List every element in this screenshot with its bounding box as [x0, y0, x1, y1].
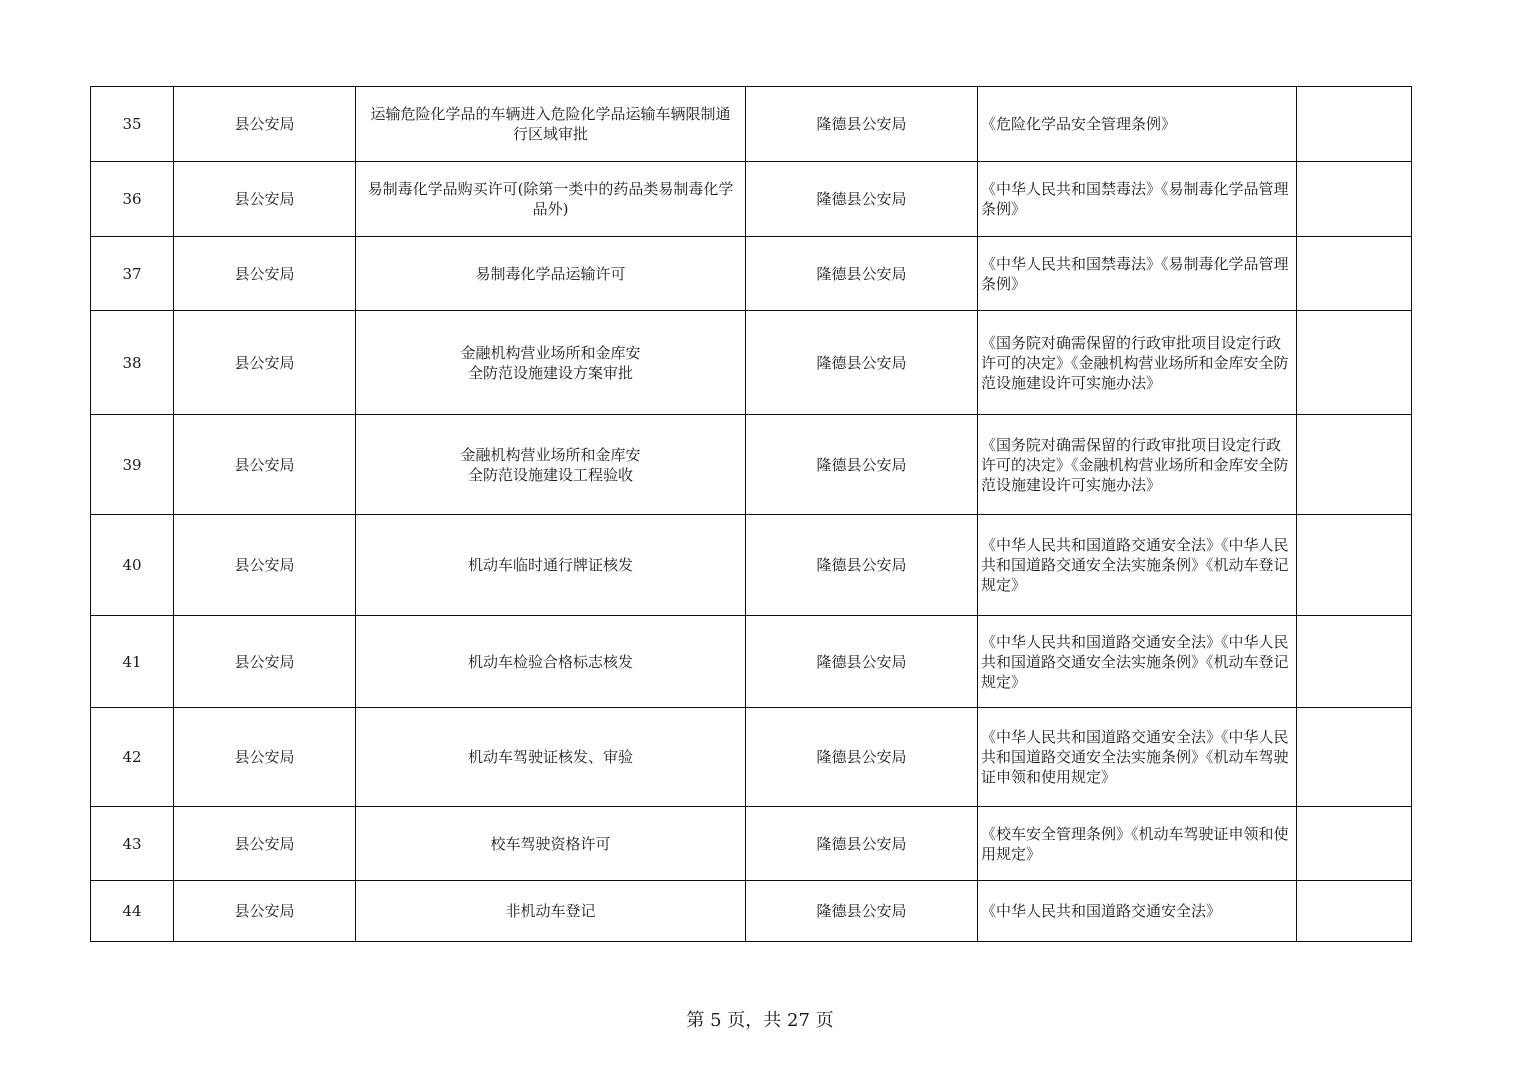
department-cell: 县公安局: [174, 311, 356, 415]
implementing-org-cell: 隆德县公安局: [746, 162, 978, 237]
table-row: [91, 807, 1412, 881]
item-name-cell: 机动车临时通行牌证核发: [356, 515, 746, 616]
table-row: [91, 87, 1412, 162]
implementing-org-cell: 隆德县公安局: [746, 237, 978, 311]
row-number: 35: [91, 87, 174, 162]
table-row: [91, 616, 1412, 708]
table-row: [91, 311, 1412, 415]
page-number: 第 5 页，共 27 页: [686, 1010, 834, 1031]
item-name-cell: 易制毒化学品购买许可(除第一类中的药品类易制毒化学 品外): [356, 162, 746, 237]
department-cell: 县公安局: [174, 162, 356, 237]
table-row: [91, 237, 1412, 311]
department-cell: 县公安局: [174, 237, 356, 311]
department-cell: 县公安局: [174, 708, 356, 807]
row-number: 42: [91, 708, 174, 807]
item-name-cell: 易制毒化学品运输许可: [356, 237, 746, 311]
item-name-cell: 机动车驾驶证核发、审验: [356, 708, 746, 807]
item-name-cell: 校车驾驶资格许可: [356, 807, 746, 881]
remarks-cell: [1297, 881, 1412, 942]
implementing-org-cell: 隆德县公安局: [746, 616, 978, 708]
row-number: 44: [91, 881, 174, 942]
permit-table: [90, 86, 1412, 942]
table-row: [91, 881, 1412, 942]
remarks-cell: [1297, 807, 1412, 881]
item-name-cell: 非机动车登记: [356, 881, 746, 942]
table-row: [91, 415, 1412, 515]
legal-basis-cell: 《中华人民共和国道路交通安全法》《中华人民共和国道路交通安全法实施条例》《机动车登记规定》: [978, 515, 1297, 616]
legal-basis-cell: 《中华人民共和国道路交通安全法》: [978, 881, 1297, 942]
department-cell: 县公安局: [174, 881, 356, 942]
item-name-cell: 运输危险化学品的车辆进入危险化学品运输车辆限制通 行区域审批: [356, 87, 746, 162]
department-cell: 县公安局: [174, 616, 356, 708]
legal-basis-cell: 《校车安全管理条例》《机动车驾驶证申领和使用规定》: [978, 807, 1297, 881]
legal-basis-cell: 《国务院对确需保留的行政审批项目设定行政许可的决定》《金融机构营业场所和金库安全防范设施建设许可实施办法》: [978, 311, 1297, 415]
row-number: 38: [91, 311, 174, 415]
row-number: 41: [91, 616, 174, 708]
row-number: 43: [91, 807, 174, 881]
legal-basis-cell: 《中华人民共和国禁毒法》《易制毒化学品管理条例》: [978, 162, 1297, 237]
item-name-cell: 机动车检验合格标志核发: [356, 616, 746, 708]
implementing-org-cell: 隆德县公安局: [746, 311, 978, 415]
remarks-cell: [1297, 237, 1412, 311]
remarks-cell: [1297, 415, 1412, 515]
remarks-cell: [1297, 708, 1412, 807]
row-number: 37: [91, 237, 174, 311]
implementing-org-cell: 隆德县公安局: [746, 415, 978, 515]
legal-basis-cell: 《中华人民共和国禁毒法》《易制毒化学品管理条例》: [978, 237, 1297, 311]
implementing-org-cell: 隆德县公安局: [746, 807, 978, 881]
row-number: 39: [91, 415, 174, 515]
row-number: 40: [91, 515, 174, 616]
row-number: 36: [91, 162, 174, 237]
table-row: [91, 162, 1412, 237]
implementing-org-cell: 隆德县公安局: [746, 881, 978, 942]
legal-basis-cell: 《中华人民共和国道路交通安全法》《中华人民共和国道路交通安全法实施条例》《机动车登记规定》: [978, 616, 1297, 708]
table-row: [91, 515, 1412, 616]
implementing-org-cell: 隆德县公安局: [746, 87, 978, 162]
item-name-cell: 金融机构营业场所和金库安 全防范设施建设工程验收: [356, 415, 746, 515]
department-cell: 县公安局: [174, 807, 356, 881]
legal-basis-cell: 《危险化学品安全管理条例》: [978, 87, 1297, 162]
remarks-cell: [1297, 515, 1412, 616]
item-name-cell: 金融机构营业场所和金库安 全防范设施建设方案审批: [356, 311, 746, 415]
implementing-org-cell: 隆德县公安局: [746, 708, 978, 807]
remarks-cell: [1297, 87, 1412, 162]
legal-basis-cell: 《中华人民共和国道路交通安全法》《中华人民共和国道路交通安全法实施条例》《机动车驾驶证申领和使用规定》: [978, 708, 1297, 807]
department-cell: 县公安局: [174, 415, 356, 515]
remarks-cell: [1297, 616, 1412, 708]
table-row: [91, 708, 1412, 807]
department-cell: 县公安局: [174, 87, 356, 162]
remarks-cell: [1297, 162, 1412, 237]
remarks-cell: [1297, 311, 1412, 415]
department-cell: 县公安局: [174, 515, 356, 616]
implementing-org-cell: 隆德县公安局: [746, 515, 978, 616]
legal-basis-cell: 《国务院对确需保留的行政审批项目设定行政许可的决定》《金融机构营业场所和金库安全防范设施建设许可实施办法》: [978, 415, 1297, 515]
